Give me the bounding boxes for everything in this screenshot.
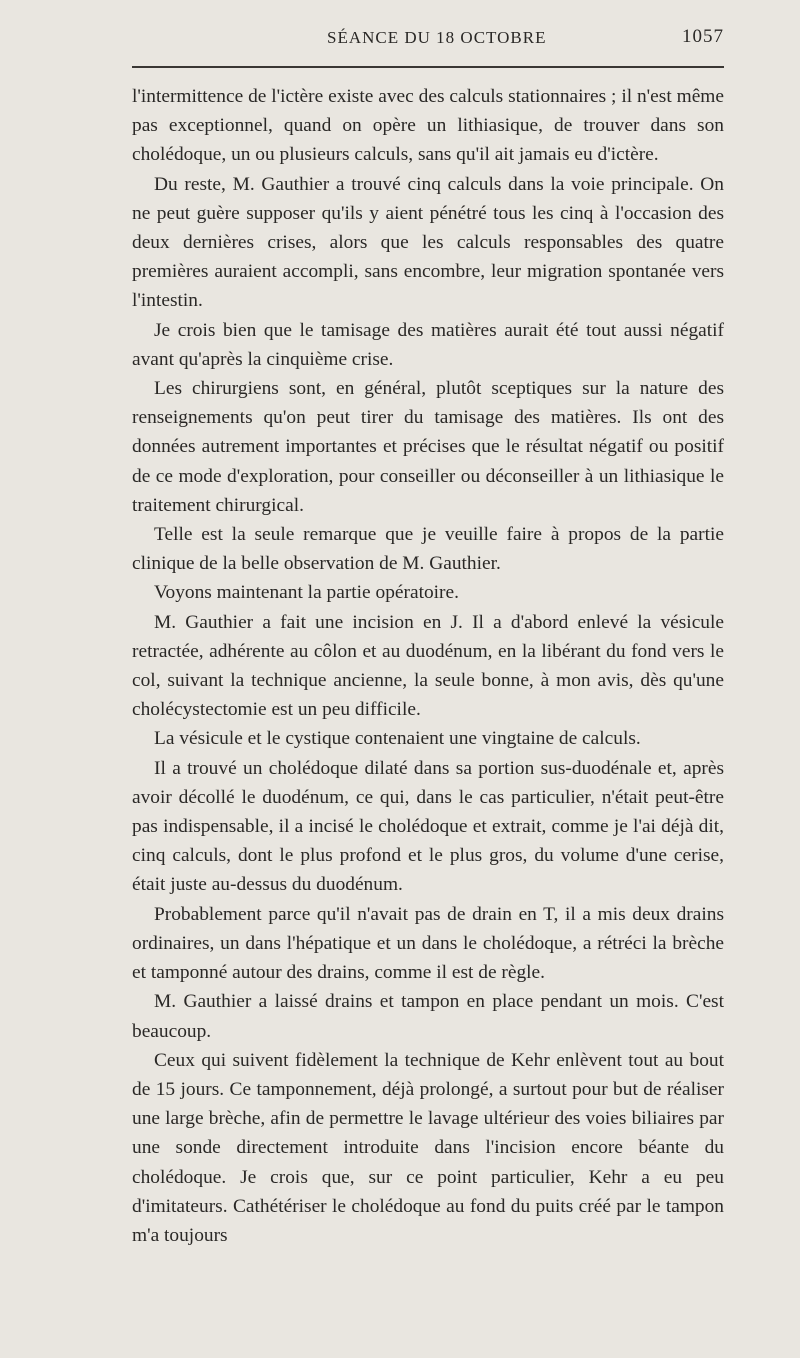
paragraph: Probablement parce qu'il n'avait pas de drain en T, il a mis deux drains ordinaires, un dans l'hépatique et un dans le cholédoque, a rétréci la brèche et tamponné autour des drains, comme il est de règle. bbox=[132, 903, 724, 984]
paragraph: Ceux qui suivent fidèlement la technique de Kehr enlèvent tout au bout de 15 jours. Ce tamponnement, déjà prolongé, a surtout pour but de réaliser une large brèche, afin de permettre le lavage ultérieur des voies biliaires par une sonde directement introduite dans l'incision encore béante du cholédoque. Je crois que, sur ce point particulier, Kehr a eu peu d'imitateurs. Cathétériser le cholédoque au fond du puits créé par le tampon m'a toujours bbox=[132, 1049, 724, 1246]
paragraph: Du reste, M. Gauthier a trouvé cinq calculs dans la voie principale. On ne peut guère supposer qu'ils y aient pénétré tous les cinq à l'occasion des deux dernières crises, alors que les calculs responsables des quatre premières auraient accompli, sans encombre, leur migration spontanée vers l'intestin. bbox=[132, 173, 724, 312]
paragraph: La vésicule et le cystique contenaient une vingtaine de calculs. bbox=[154, 728, 641, 750]
paragraph: M. Gauthier a fait une incision en J. Il a d'abord enlevé la vésicule retractée, adhérente au côlon et au duodénum, en la libérant du fond vers le col, suivant la technique ancienne, la seule bonne, à mon avis, dès qu'une cholécystectomie est un peu difficile. bbox=[132, 611, 724, 721]
page-header bbox=[132, 20, 724, 60]
paragraph: M. Gauthier a laissé drains et tampon en place pendant un mois. C'est beaucoup. bbox=[132, 991, 724, 1042]
paragraph: Je crois bien que le tamisage des matières aurait été tout aussi négatif avant qu'après la cinquième crise. bbox=[132, 319, 724, 370]
paragraph: Telle est la seule remarque que je veuille faire à propos de la partie clinique de la belle observation de M. Gauthier. bbox=[132, 524, 724, 575]
body-text bbox=[132, 82, 724, 1250]
running-title: SÉANCE DU 18 OCTOBRE bbox=[327, 28, 547, 47]
paragraph: Il a trouvé un cholédoque dilaté dans sa portion sus-duodénale et, après avoir décollé le duodénum, ce qui, dans le cas particulier, n'était peut-être pas indispensable, il a incisé le cholédoque et extrait, comme je l'ai déjà dit, cinq calculs, dont le plus profond et le plus gros, du volume d'une cerise, était juste au-dessus du duodénum. bbox=[132, 757, 724, 896]
paragraph: l'intermittence de l'ictère existe avec des calculs stationnaires ; il n'est même pas exceptionnel, quand on opère un lithiasique, de trouver dans son cholédoque, un ou plusieurs calculs, sans qu'il ait jamais eu d'ictère. bbox=[132, 86, 724, 166]
paragraph: Voyons maintenant la partie opératoire. bbox=[154, 582, 459, 604]
page-number: 1057 bbox=[682, 26, 724, 47]
header-rule bbox=[132, 66, 724, 68]
paragraph: Les chirurgiens sont, en général, plutôt sceptiques sur la nature des renseignements qu'on peut tirer du tamisage des matières. Ils ont des données autrement importantes et précises que le résultat négatif ou positif de ce mode d'exploration, pour conseiller ou déconseiller à un lithiasique le traitement chirurgical. bbox=[132, 378, 724, 516]
